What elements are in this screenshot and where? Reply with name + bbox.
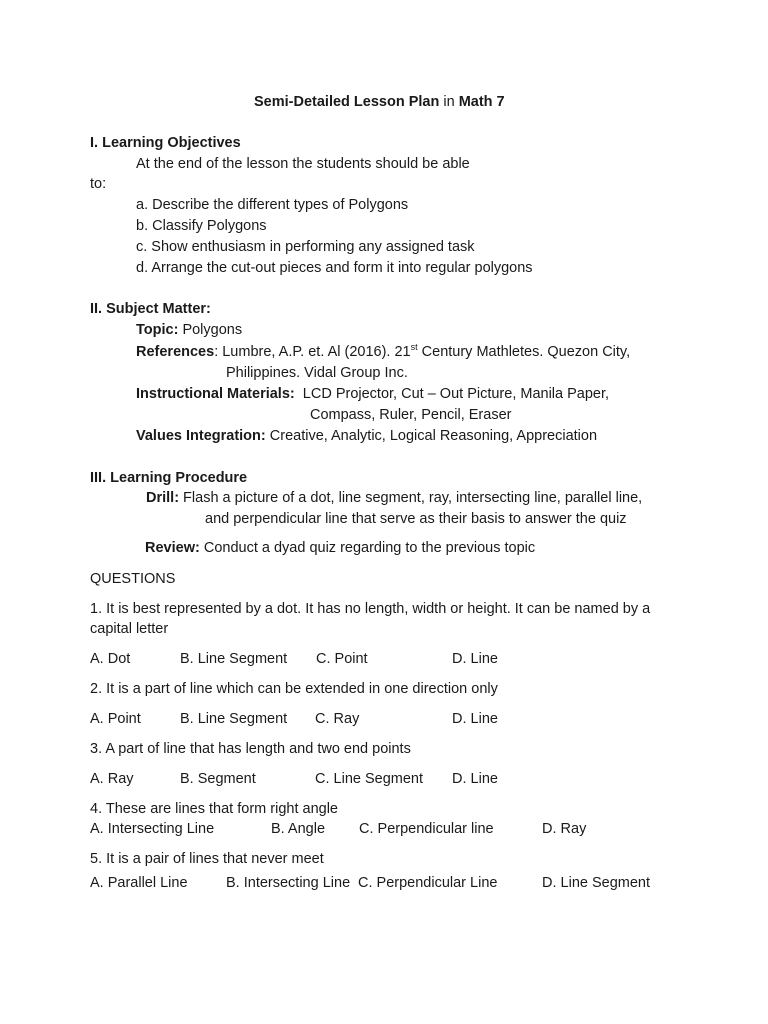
subject-matter-heading: II. Subject Matter: bbox=[90, 301, 211, 317]
question-text: 5. It is a pair of lines that never meet bbox=[90, 851, 324, 867]
drill-line-2: and perpendicular line that serve as their basis to answer the quiz bbox=[205, 511, 627, 527]
title-subject: Math 7 bbox=[458, 94, 505, 110]
objectives-intro: At the end of the lesson the students should be able bbox=[136, 156, 470, 172]
questions-heading: QUESTIONS bbox=[90, 571, 176, 587]
review-label: Review: bbox=[145, 540, 200, 556]
objectives-intro-cont: to: bbox=[90, 176, 107, 192]
choice-d: D. Line bbox=[452, 711, 498, 727]
choice-d: D. Line bbox=[452, 771, 498, 787]
objective-item: d. Arrange the cut-out pieces and form it into regular polygons bbox=[136, 260, 533, 276]
references-label: References bbox=[136, 344, 215, 360]
values-line bbox=[136, 429, 597, 444]
materials-label: Instructional Materials: bbox=[136, 386, 295, 402]
materials-line-2: Compass, Ruler, Pencil, Eraser bbox=[310, 407, 512, 423]
choice-d: D. Line Segment bbox=[542, 875, 651, 891]
choice-c: C. Ray bbox=[315, 711, 360, 727]
choice-b: B. Intersecting Line bbox=[226, 875, 351, 891]
topic-label: Topic: bbox=[136, 322, 179, 338]
choice-c: C. Line Segment bbox=[315, 771, 424, 787]
materials-value: LCD Projector, Cut – Out Picture, Manila Paper, bbox=[294, 386, 610, 402]
question-text: 4. These are lines that form right angle bbox=[90, 801, 338, 817]
drill-value: Flash a picture of a dot, line segment, ray, intersecting line, parallel line, bbox=[179, 490, 643, 506]
question-text: 1. It is best represented by a dot. It has no length, width or height. It can be named by a bbox=[90, 601, 651, 617]
objectives-heading: I. Learning Objectives bbox=[90, 135, 241, 151]
values-label: Values Integration: bbox=[136, 428, 266, 444]
choice-b: B. Angle bbox=[271, 821, 326, 837]
references-line-2: Philippines. Vidal Group Inc. bbox=[226, 365, 408, 381]
choice-c: C. Perpendicular line bbox=[359, 821, 494, 837]
references-line bbox=[136, 342, 631, 360]
topic-value: Polygons bbox=[178, 322, 243, 338]
drill-label: Drill: bbox=[146, 490, 180, 506]
drill-line bbox=[146, 491, 642, 506]
review-line bbox=[145, 541, 535, 556]
values-value: Creative, Analytic, Logical Reasoning, Appreciation bbox=[265, 428, 598, 444]
choice-a: A. Ray bbox=[90, 771, 134, 787]
question-text: 2. It is a part of line which can be extended in one direction only bbox=[90, 681, 498, 697]
choice-a: A. Dot bbox=[90, 651, 131, 667]
objective-item: b. Classify Polygons bbox=[136, 218, 267, 234]
choice-a: A. Intersecting Line bbox=[90, 821, 215, 837]
references-value: : Lumbre, A.P. et. Al (2016). 21 bbox=[214, 344, 411, 360]
choice-c: C. Point bbox=[316, 651, 368, 667]
question-text: 3. A part of line that has length and two end points bbox=[90, 741, 411, 757]
choice-b: B. Line Segment bbox=[180, 651, 288, 667]
materials-line bbox=[136, 387, 609, 402]
references-value-cont: Century Mathletes. Quezon City, bbox=[417, 344, 631, 360]
page-title bbox=[254, 95, 505, 110]
choice-d: D. Ray bbox=[542, 821, 587, 837]
choice-d: D. Line bbox=[452, 651, 498, 667]
references-superscript: st bbox=[410, 342, 418, 352]
objective-item: c. Show enthusiasm in performing any assigned task bbox=[136, 239, 475, 255]
choice-c: C. Perpendicular Line bbox=[358, 875, 498, 891]
procedure-heading: III. Learning Procedure bbox=[90, 470, 248, 486]
choice-a: A. Point bbox=[90, 711, 141, 727]
choice-b: B. Segment bbox=[180, 771, 256, 787]
title-main: Semi-Detailed Lesson Plan bbox=[254, 94, 440, 110]
choice-a: A. Parallel Line bbox=[90, 875, 188, 891]
objective-item: a. Describe the different types of Polygons bbox=[136, 197, 409, 213]
review-value: Conduct a dyad quiz regarding to the previous topic bbox=[199, 540, 536, 556]
title-connector: in bbox=[439, 94, 459, 110]
choice-b: B. Line Segment bbox=[180, 711, 288, 727]
question-text-cont: capital letter bbox=[90, 621, 169, 637]
topic-line bbox=[136, 323, 242, 338]
